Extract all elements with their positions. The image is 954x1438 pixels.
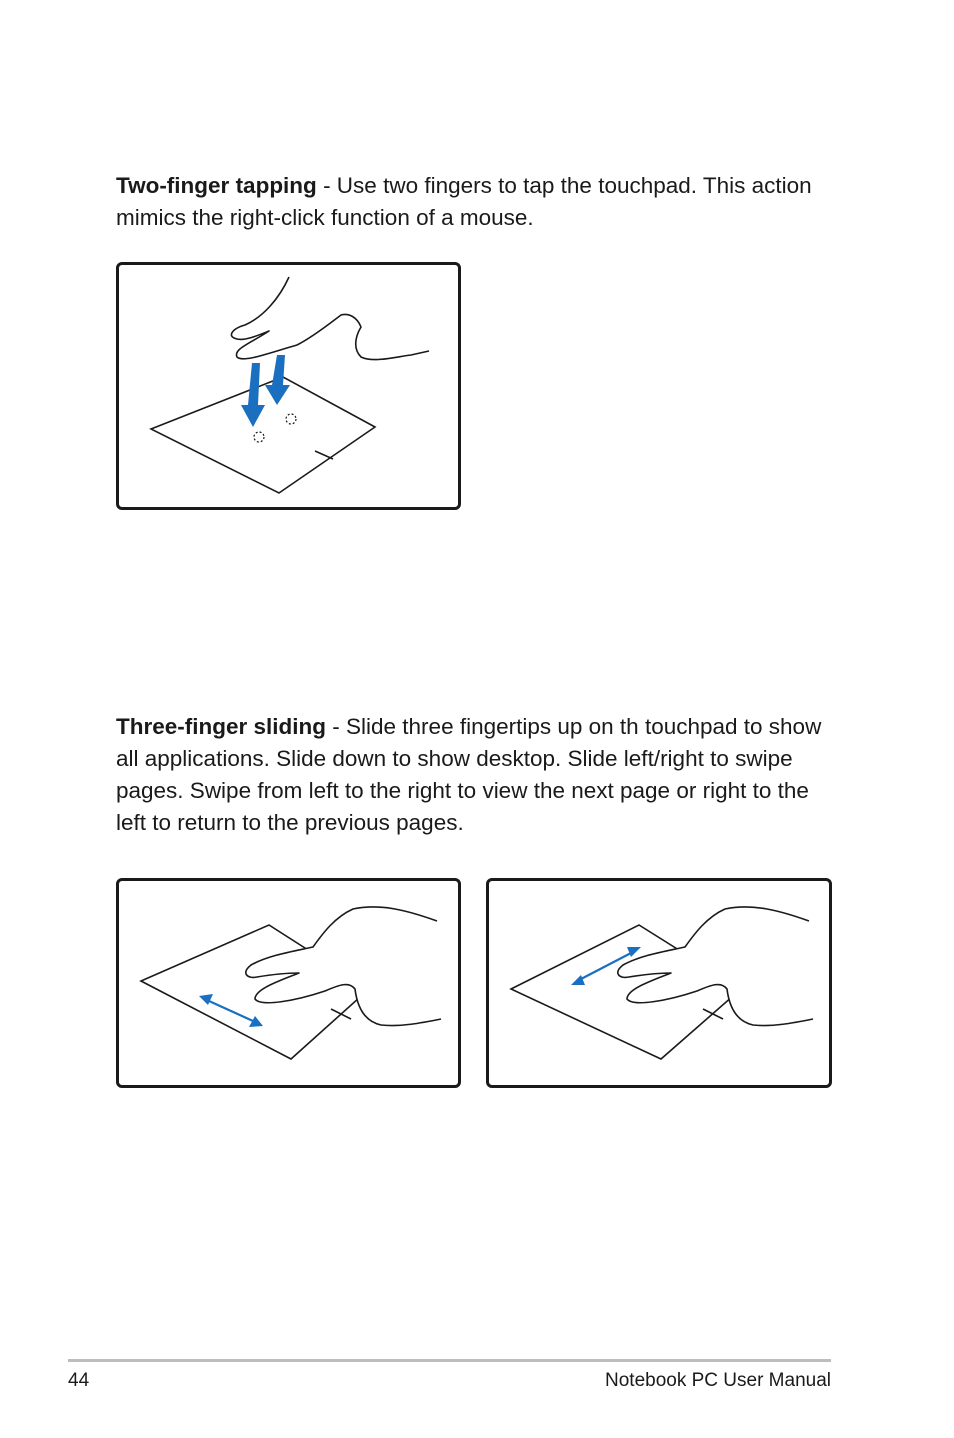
manual-title: Notebook PC User Manual: [605, 1370, 831, 1391]
two-finger-tapping-description: - Use two fingers to tap the touchpad. This action mimics the right-click function of a mouse.: [116, 173, 812, 230]
two-finger-tapping-illustration: [116, 262, 461, 510]
page-number: 44: [68, 1370, 90, 1391]
three-finger-sliding-description: - Slide three fingertips up on th touchpad to show all applications. Slide down to show desktop. Slide left/right to swipe pages. Swipe from left to the right to view the next page or right to the left to return to the previous pages.: [116, 714, 822, 835]
three-finger-sliding-term: Three-finger sliding: [116, 714, 327, 739]
slide-vertical-drawing: [489, 881, 829, 1085]
three-finger-sliding-paragraph: [116, 711, 836, 839]
two-finger-tapping-term: Two-finger tapping: [116, 173, 317, 198]
three-finger-slide-vertical-illustration: [486, 878, 832, 1088]
two-finger-tapping-paragraph: [116, 170, 836, 234]
slide-horizontal-drawing: [119, 881, 458, 1085]
footer-rule: [68, 1359, 831, 1362]
three-finger-slide-horizontal-illustration: [116, 878, 461, 1088]
hand-outline: [231, 277, 429, 360]
tapping-drawing: [119, 265, 458, 507]
